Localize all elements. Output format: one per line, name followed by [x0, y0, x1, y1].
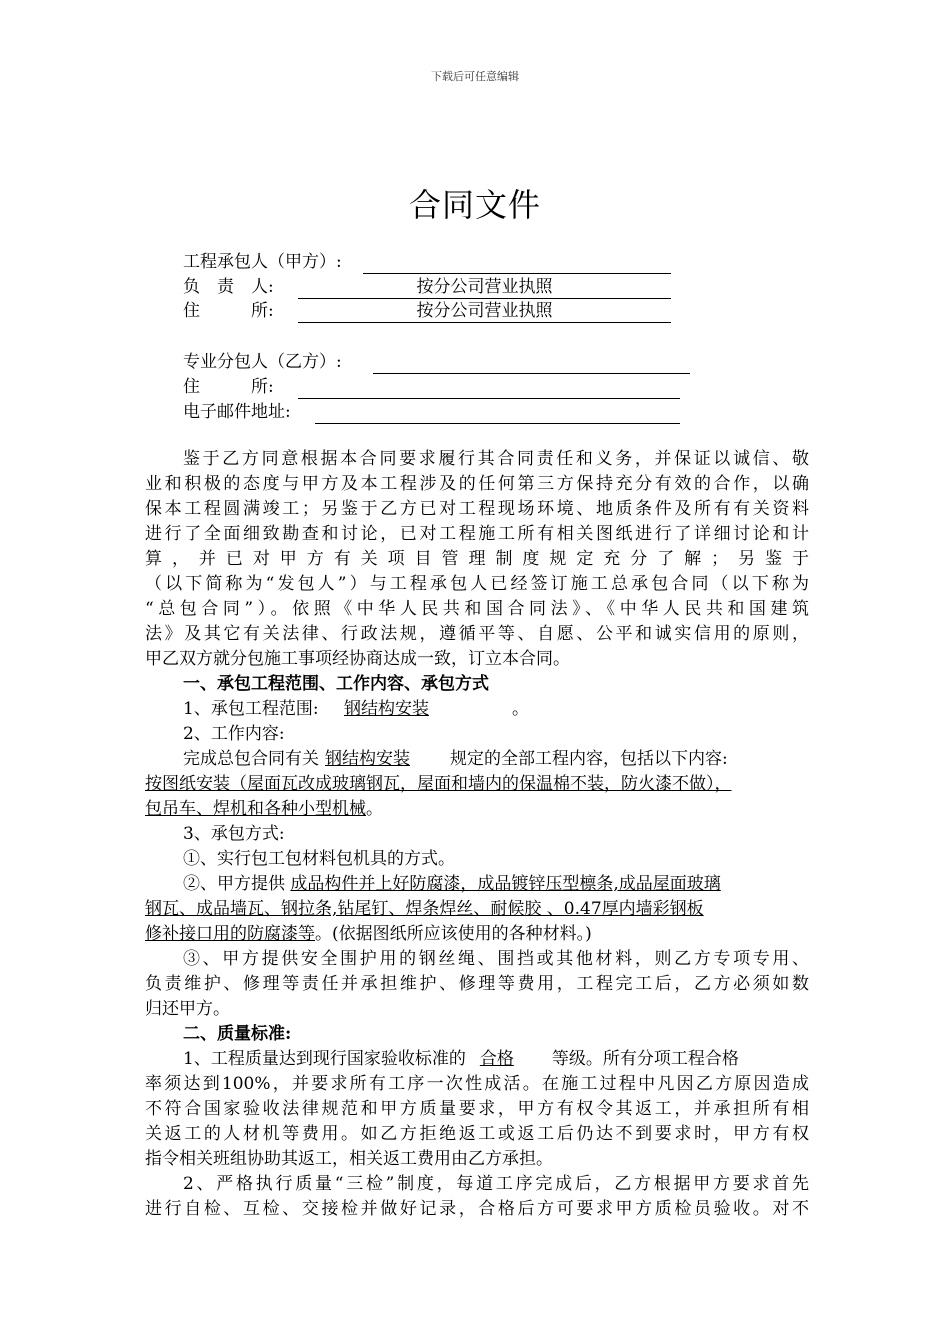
preamble-line: 进行了全面细致勘查和讨论，已对工程施工所有相关图纸进行了详细讨论和计	[145, 524, 809, 544]
content-detail-end: 。	[366, 799, 383, 819]
quality-line: 不符合国家验收法律规范和甲方质量要求，甲方有权令其返工，并承担所有相	[145, 1099, 809, 1119]
responsible-label: 负 责 人:	[183, 277, 274, 297]
content-value[interactable]: 钢结构安装	[325, 749, 410, 769]
preamble-line: 法》及其它有关法律、行政法规，遵循平等、自愿、公平和诚实信用的原则，	[145, 624, 809, 644]
quality-line	[145, 1047, 809, 1072]
address-b-label: 住 所:	[183, 377, 274, 397]
preamble-line: 保本工程圆满竣工；另鉴于乙方已对工程现场环境、地质条件及所有有关资料	[145, 499, 809, 519]
method-3-line: 负责维护、修理等责任并承担维护、修理等费用，工程完工后，乙方必须如数	[145, 974, 809, 994]
content-detail-1[interactable]: 按图纸安装（屋面瓦改成玻璃钢瓦，屋面和墙内的保温棉不装，防火漆不做），	[145, 774, 732, 794]
content-label: 2、工作内容:	[183, 724, 285, 744]
content-line	[145, 747, 809, 772]
content-detail-2[interactable]: 包吊车、焊机和各种小型机械	[145, 799, 366, 819]
quality-line: 率须达到100%，并要求所有工序一次性成活。在施工过程中凡因乙方原因造成	[145, 1074, 809, 1094]
address-a-line[interactable]: 按分公司营业执照	[298, 299, 671, 323]
inspection-line: 进行自检、互检、交接检并做好记录，合格后方可要求甲方质检员验收。对不	[145, 1199, 809, 1219]
method-2-line1[interactable]: 成品构件并上好防腐漆，成品镀锌压型檩条,成品屋面玻璃	[290, 874, 721, 894]
method-2-line3[interactable]: 修补接口用的防腐漆等	[145, 924, 315, 944]
header-note: 下载后可任意编辑	[431, 70, 519, 83]
method-2-prefix: ②、甲方提供	[183, 874, 285, 894]
responsible-line[interactable]: 按分公司营业执照	[298, 275, 671, 299]
contractor-line[interactable]	[363, 250, 671, 274]
scope-value[interactable]: 钢结构安装	[343, 699, 429, 719]
quality-line: 指令相关班组协助其返工，相关返工费用由乙方承担。	[145, 1149, 553, 1169]
subcontractor-label: 专业分包人（乙方）:	[183, 352, 342, 372]
email-label: 电子邮件地址:	[183, 402, 291, 422]
subcontractor-line[interactable]	[373, 350, 690, 374]
content-detail-line-2	[145, 797, 809, 822]
content-prefix: 完成总包合同有关	[183, 749, 319, 769]
preamble-line: 业和积极的态度与甲方及本工程涉及的任何第三方保持充分有效的合作，以确	[145, 474, 809, 494]
preamble-line: （以下简称为“发包人”）与工程承包人已经签订施工总承包合同（以下称为	[145, 574, 809, 594]
method-3-line: 归还甲方。	[145, 999, 230, 1019]
quality-value[interactable]: 合格	[479, 1049, 514, 1069]
document-title: 合同文件	[408, 186, 541, 224]
method-2-line2[interactable]: 钢瓦、成品墙瓦、钢拉条,钻尾钉、焊条焊丝、耐候胶 、0.47厚内墙彩钢板	[145, 899, 704, 919]
section2-heading: 二、质量标准:	[183, 1024, 292, 1044]
method-2-suffix: 。(依据图纸所应该使用的各种材料。)	[315, 924, 592, 944]
preamble-line: 甲乙双方就分包施工事项经协商达成一致，订立本合同。	[145, 649, 570, 669]
email-line[interactable]	[315, 400, 680, 424]
quality-suffix: 等级。所有分项工程合格	[551, 1049, 739, 1069]
method-label: 3、承包方式:	[183, 824, 285, 844]
preamble-line: 鉴于乙方同意根据本合同要求履行其合同责任和义务，并保证以诚信、敬	[183, 449, 809, 469]
quality-line: 关返工的人材机等费用。如乙方拒绝返工或返工后仍达不到要求时，甲方有权	[145, 1124, 809, 1144]
section1-heading: 一、承包工程范围、工作内容、承包方式	[183, 674, 489, 694]
content-suffix: 规定的全部工程内容，包括以下内容:	[450, 749, 728, 769]
contractor-label: 工程承包人（甲方）:	[183, 252, 342, 272]
method-2-line3-wrap	[145, 922, 809, 947]
method-2-line	[145, 872, 809, 897]
contract-body	[145, 447, 809, 1222]
scope-line	[145, 697, 809, 722]
method-3-line: ③、甲方提供安全围护用的钢丝绳、围挡或其他材料，则乙方专项专用、	[183, 949, 809, 969]
preamble-line: “总包合同”）。依照《中华人民共和国合同法》、《中华人民共和国建筑	[145, 599, 809, 619]
scope-end: 。	[511, 699, 529, 719]
preamble-line: 算，并已对甲方有关项目管理制度规定充分了解；另鉴于	[145, 549, 809, 569]
method-1: ①、实行包工包材料包机具的方式。	[183, 849, 455, 869]
address-b-line[interactable]	[298, 375, 680, 399]
inspection-line: 2、严格执行质量“三检”制度，每道工序完成后，乙方根据甲方要求首先	[183, 1174, 809, 1194]
address-a-label: 住 所:	[183, 301, 274, 321]
scope-label: 1、承包工程范围:	[183, 699, 319, 719]
quality-prefix: 1、工程质量达到现行国家验收标准的	[183, 1049, 466, 1069]
